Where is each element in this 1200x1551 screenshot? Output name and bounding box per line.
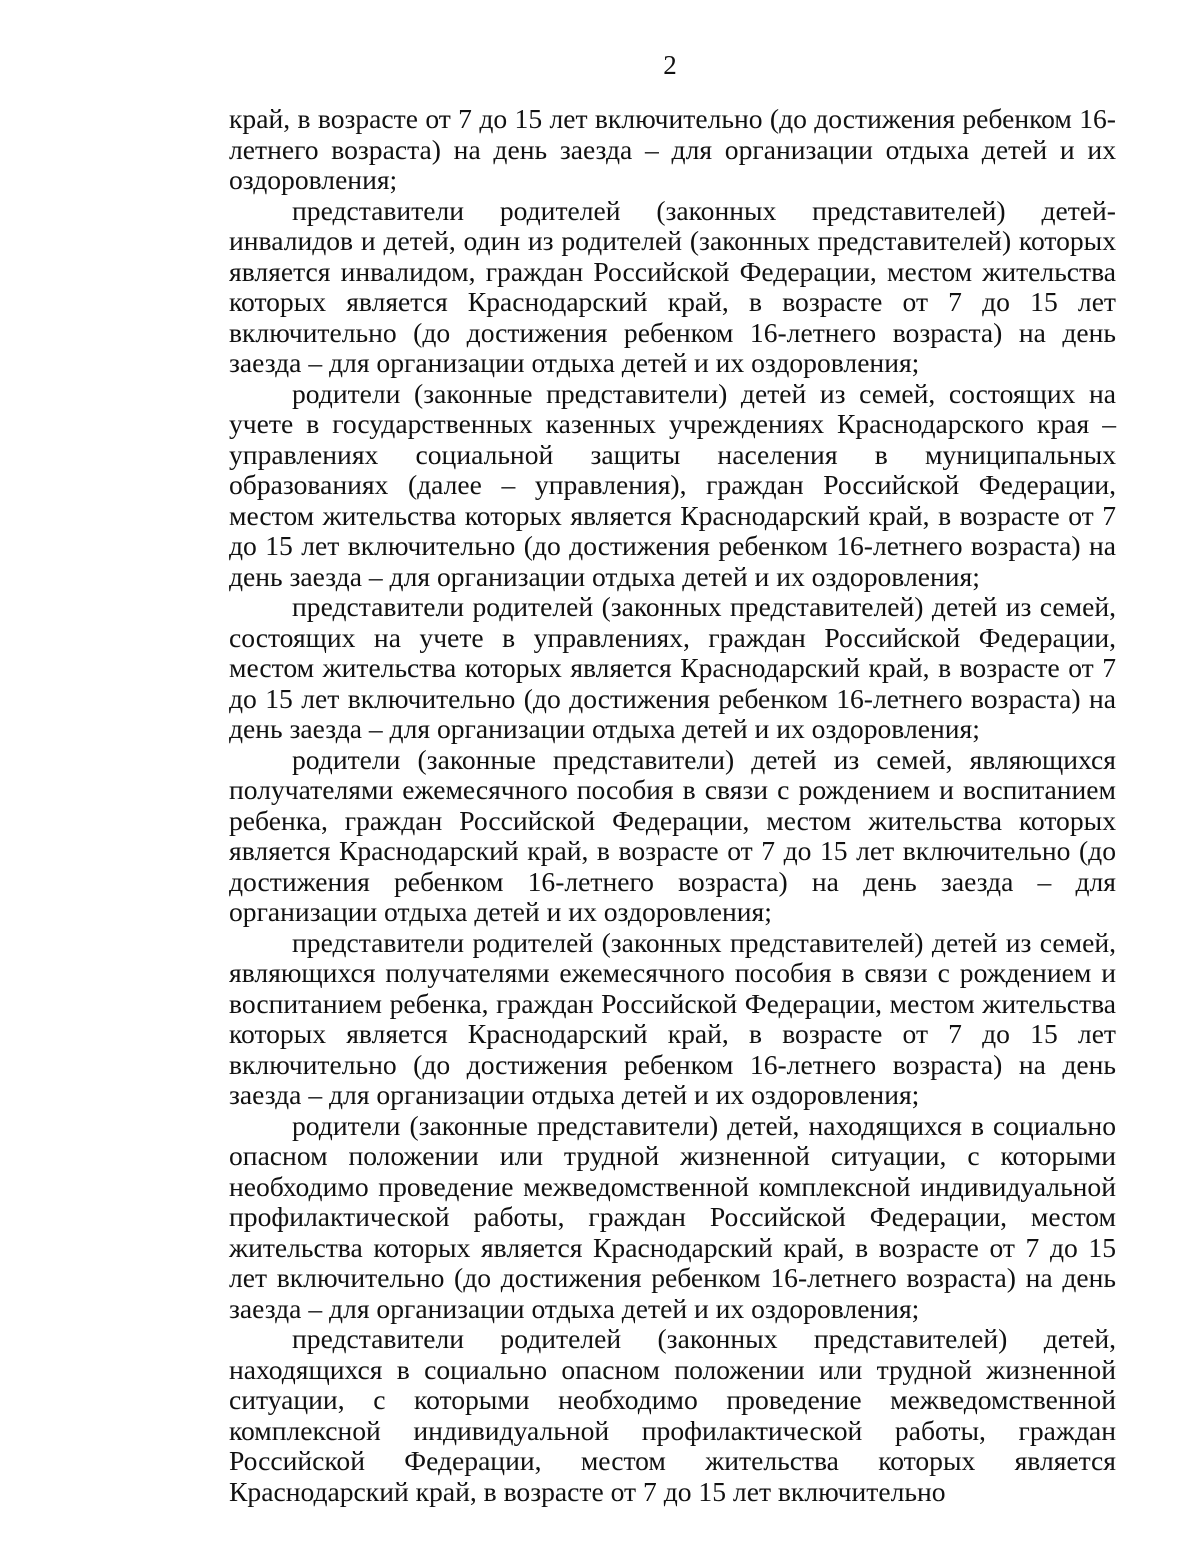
page-number: 2 bbox=[663, 50, 677, 80]
paragraph: представители родителей (законных представителей) детей, находящихся в социально опасном положении или трудной жизненной ситуации, с которыми необходимо проведение межведомственной комплексной индивидуальной профилактической работы, граждан Российской Федерации, местом жительства которых является Краснодарский край, в возрасте от 7 до 15 лет включительно bbox=[229, 1323, 1116, 1507]
paragraph: представители родителей (законных представителей) детей из семей, состоящих на учете в управлениях, граждан Российской Федерации, местом жительства которых является Краснодарский край, в возрасте от 7 до 15 лет включительно (до достижения ребенком 16-летнего возраста) на день заезда – для организации отдыха детей и их оздоровления; bbox=[229, 591, 1116, 744]
paragraph: представители родителей (законных представителей) детей из семей, являющихся получателями ежемесячного пособия в связи с рождением и воспитанием ребенка, граждан Российской Федерации, местом жительства которых является Краснодарский край, в возрасте от 7 до 15 лет включительно (до достижения ребенком 16-летнего возраста) на день заезда – для организации отдыха детей и их оздоровления; bbox=[229, 926, 1116, 1110]
paragraph: родители (законные представители) детей из семей, являющихся получателями ежемесячного пособия в связи с рождением и воспитанием ребенка, граждан Российской Федерации, местом жительства которых является Краснодарский край, в возрасте от 7 до 15 лет включительно (до достижения ребенком 16-летнего возраста) на день заезда – для организации отдыха детей и их оздоровления; bbox=[229, 743, 1116, 927]
paragraph-continuation: край, в возрасте от 7 до 15 лет включительно (до достижения ребенком 16-летнего возраста) на день заезда – для организации отдыха детей и их оздоровления; bbox=[229, 103, 1116, 195]
paragraph: родители (законные представители) детей из семей, состоящих на учете в государственных казенных учреждениях Краснодарского края – управлениях социальной защиты населения в муниципальных образованиях (далее – управления), граждан Российской Федерации, местом жительства которых является Краснодарский край, в возрасте от 7 до 15 лет включительно (до достижения ребенком 16-летнего возраста) на день заезда – для организации отдыха детей и их оздоровления; bbox=[229, 377, 1116, 592]
paragraph: родители (законные представители) детей, находящихся в социально опасном положении или трудной жизненной ситуации, с которыми необходимо проведение межведомственной комплексной индивидуальной профилактической работы, граждан Российской Федерации, местом жительства которых является Краснодарский край, в возрасте от 7 до 15 лет включительно (до достижения ребенком 16-летнего возраста) на день заезда – для организации отдыха детей и их оздоровления; bbox=[229, 1109, 1116, 1324]
document-body bbox=[229, 104, 1116, 1507]
paragraph: представители родителей (законных представителей) детей-инвалидов и детей, один из родителей (законных представителей) которых является инвалидом, граждан Российской Федерации, местом жительства которых является Краснодарский край, в возрасте от 7 до 15 лет включительно (до достижения ребенком 16-летнего возраста) на день заезда – для организации отдыха детей и их оздоровления; bbox=[229, 194, 1116, 378]
